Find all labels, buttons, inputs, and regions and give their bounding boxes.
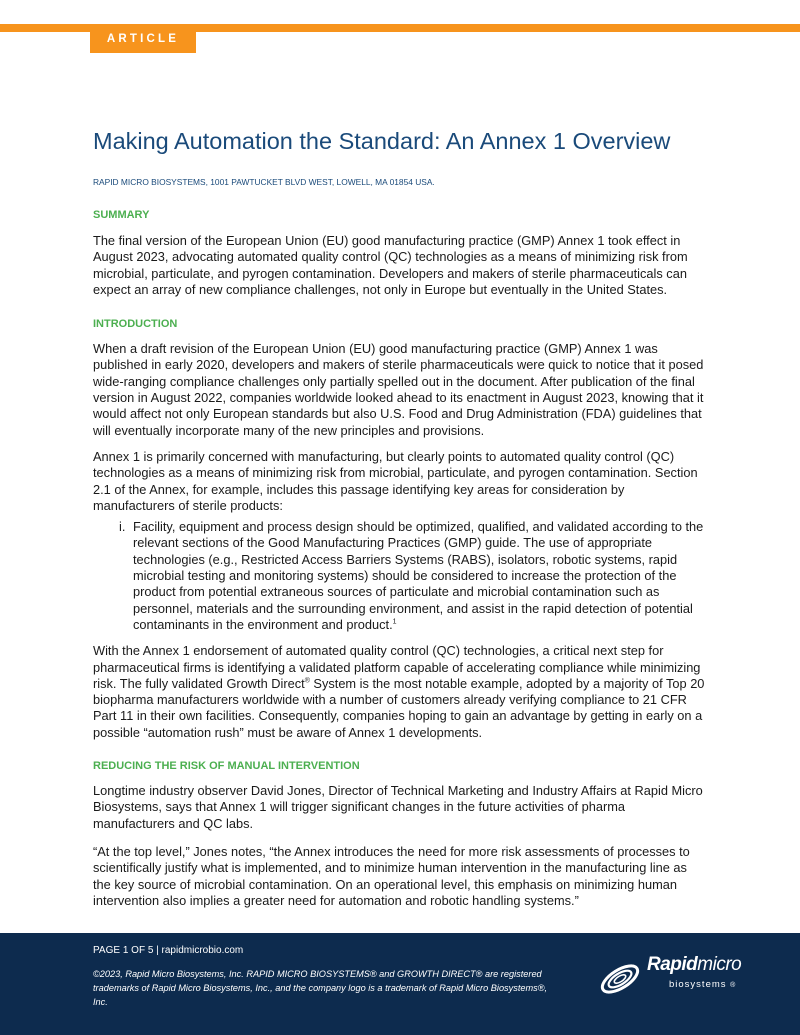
company-address: RAPID MICRO BIOSYSTEMS, 1001 PAWTUCKET BLVD WEST, LOWELL, MA 01854 USA. <box>93 177 435 187</box>
reducing-risk-paragraph-2: “At the top level,” Jones notes, “the Annex introduces the need for more risk assessments of processes to scientifically justify what is implemented, and to minimize human intervention in the manufacturing line as the key source of microbial contamination. On an operational level, this emphasis on minimizing human intervention also implies a greater need for automation and robotic handling systems.” <box>93 843 690 908</box>
reducing-risk-section <box>93 760 708 909</box>
summary-heading: SUMMARY <box>93 209 150 221</box>
article-body <box>93 209 708 909</box>
footnote-marker: 1 <box>392 618 397 626</box>
introduction-section <box>93 318 708 741</box>
page-title: Making Automation the Standard: An Annex 1 Overview <box>93 128 671 154</box>
introduction-heading: INTRODUCTION <box>93 318 178 331</box>
reducing-risk-heading: REDUCING THE RISK OF MANUAL INTERVENTION <box>93 760 360 773</box>
quote-number: i. <box>119 519 126 535</box>
page-info: PAGE 1 OF 5 | rapidmicrobio.com <box>93 945 244 956</box>
swirl-logo-icon <box>597 957 643 999</box>
logo-wordmark: Rapidmicro <box>647 954 742 975</box>
introduction-paragraph-1: When a draft revision of the European Union (EU) good manufacturing practice (GMP) Annex 1 was published in early 2020, developers and makers of sterile pharmaceuticals were quick to notice that it posed wide-ranging compliance challenges only partially spelled out in the document. After publication of the final version in August 2022, companies worldwide looked ahead to its enactment in August 2023, knowing that it would affect not only European standards but also U.S. Food and Drug Administration (FDA) guidelines that will eventually incorporate many of the new principles and provisions. <box>93 341 704 438</box>
company-logo <box>597 951 742 1003</box>
quote-text: Facility, equipment and process design should be optimized, qualified, and validated according to the relevant sections of the Good Manufacturing Practices (GMP) guide. The use of appropriate technologies (e.g., Restricted Access Barriers Systems (RABS), isolators, robotic systems, rapid microbial testing and monitoring systems) should be considered to increase the protection of the product from potential extraneous sources of particulate and microbial contamination such as personnel, materials and the surrounding environment, and assist in the rapid detection of potential contaminants in the environment and product.$^1$ <box>133 519 704 632</box>
registered-mark: ® <box>304 677 310 685</box>
introduction-paragraph-3: With the Annex 1 endorsement of automated quality control (QC) technologies, a critical next step for pharmaceutical firms is identifying a validated platform capable of accelerating compliance while minimizing risk. The fully validated Growth Direct® System is the most notable example, adopted by a majority of Top 20 biopharma manufacturers worldwide with a number of customers already verifying compliance to 21 CFR Part 11 in their own facilities. Consequently, companies hoping to gain an advantage by getting in early on a possible “automation rush” must be aware of Annex 1 developments. <box>93 643 705 740</box>
logo-subtitle: biosystems ® <box>669 979 737 990</box>
summary-section <box>93 209 708 298</box>
copyright-notice: ©2023, Rapid Micro Biosystems, Inc. RAPID MICRO BIOSYSTEMS® and GROWTH DIRECT® are registered trademarks of Rapid Micro Biosystems, Inc., and the company logo is a trademark of Rapid Micro Biosystems®, Inc. <box>93 969 548 1007</box>
summary-text: The final version of the European Union (EU) good manufacturing practice (GMP) Annex 1 took effect in August 2023, advocating automated quality control (QC) technologies as a means of minimizing risk from microbial, particulate, and pyrogen contamination. Developers and makers of sterile pharmaceuticals can expect an array of new compliance challenges, not only in Europe but eventually in the United States. <box>93 233 688 297</box>
page-footer <box>0 933 800 1035</box>
annex-quote <box>119 519 708 633</box>
introduction-paragraph-2: Annex 1 is primarily concerned with manufacturing, but clearly points to automated quality control (QC) technologies as a means of minimizing risk from microbial, particulate, and pyrogen contamination. Section 2.1 of the Annex, for example, includes this passage identifying key areas for consideration by manufacturers of sterile products: <box>93 448 698 513</box>
article-tab: ARTICLE <box>90 24 196 53</box>
reducing-risk-paragraph-1: Longtime industry observer David Jones, Director of Technical Marketing and Industry Affairs at Rapid Micro Biosystems, says that Annex 1 will trigger significant changes in the future activities of pharma manufacturers and QC labs. <box>93 783 703 831</box>
